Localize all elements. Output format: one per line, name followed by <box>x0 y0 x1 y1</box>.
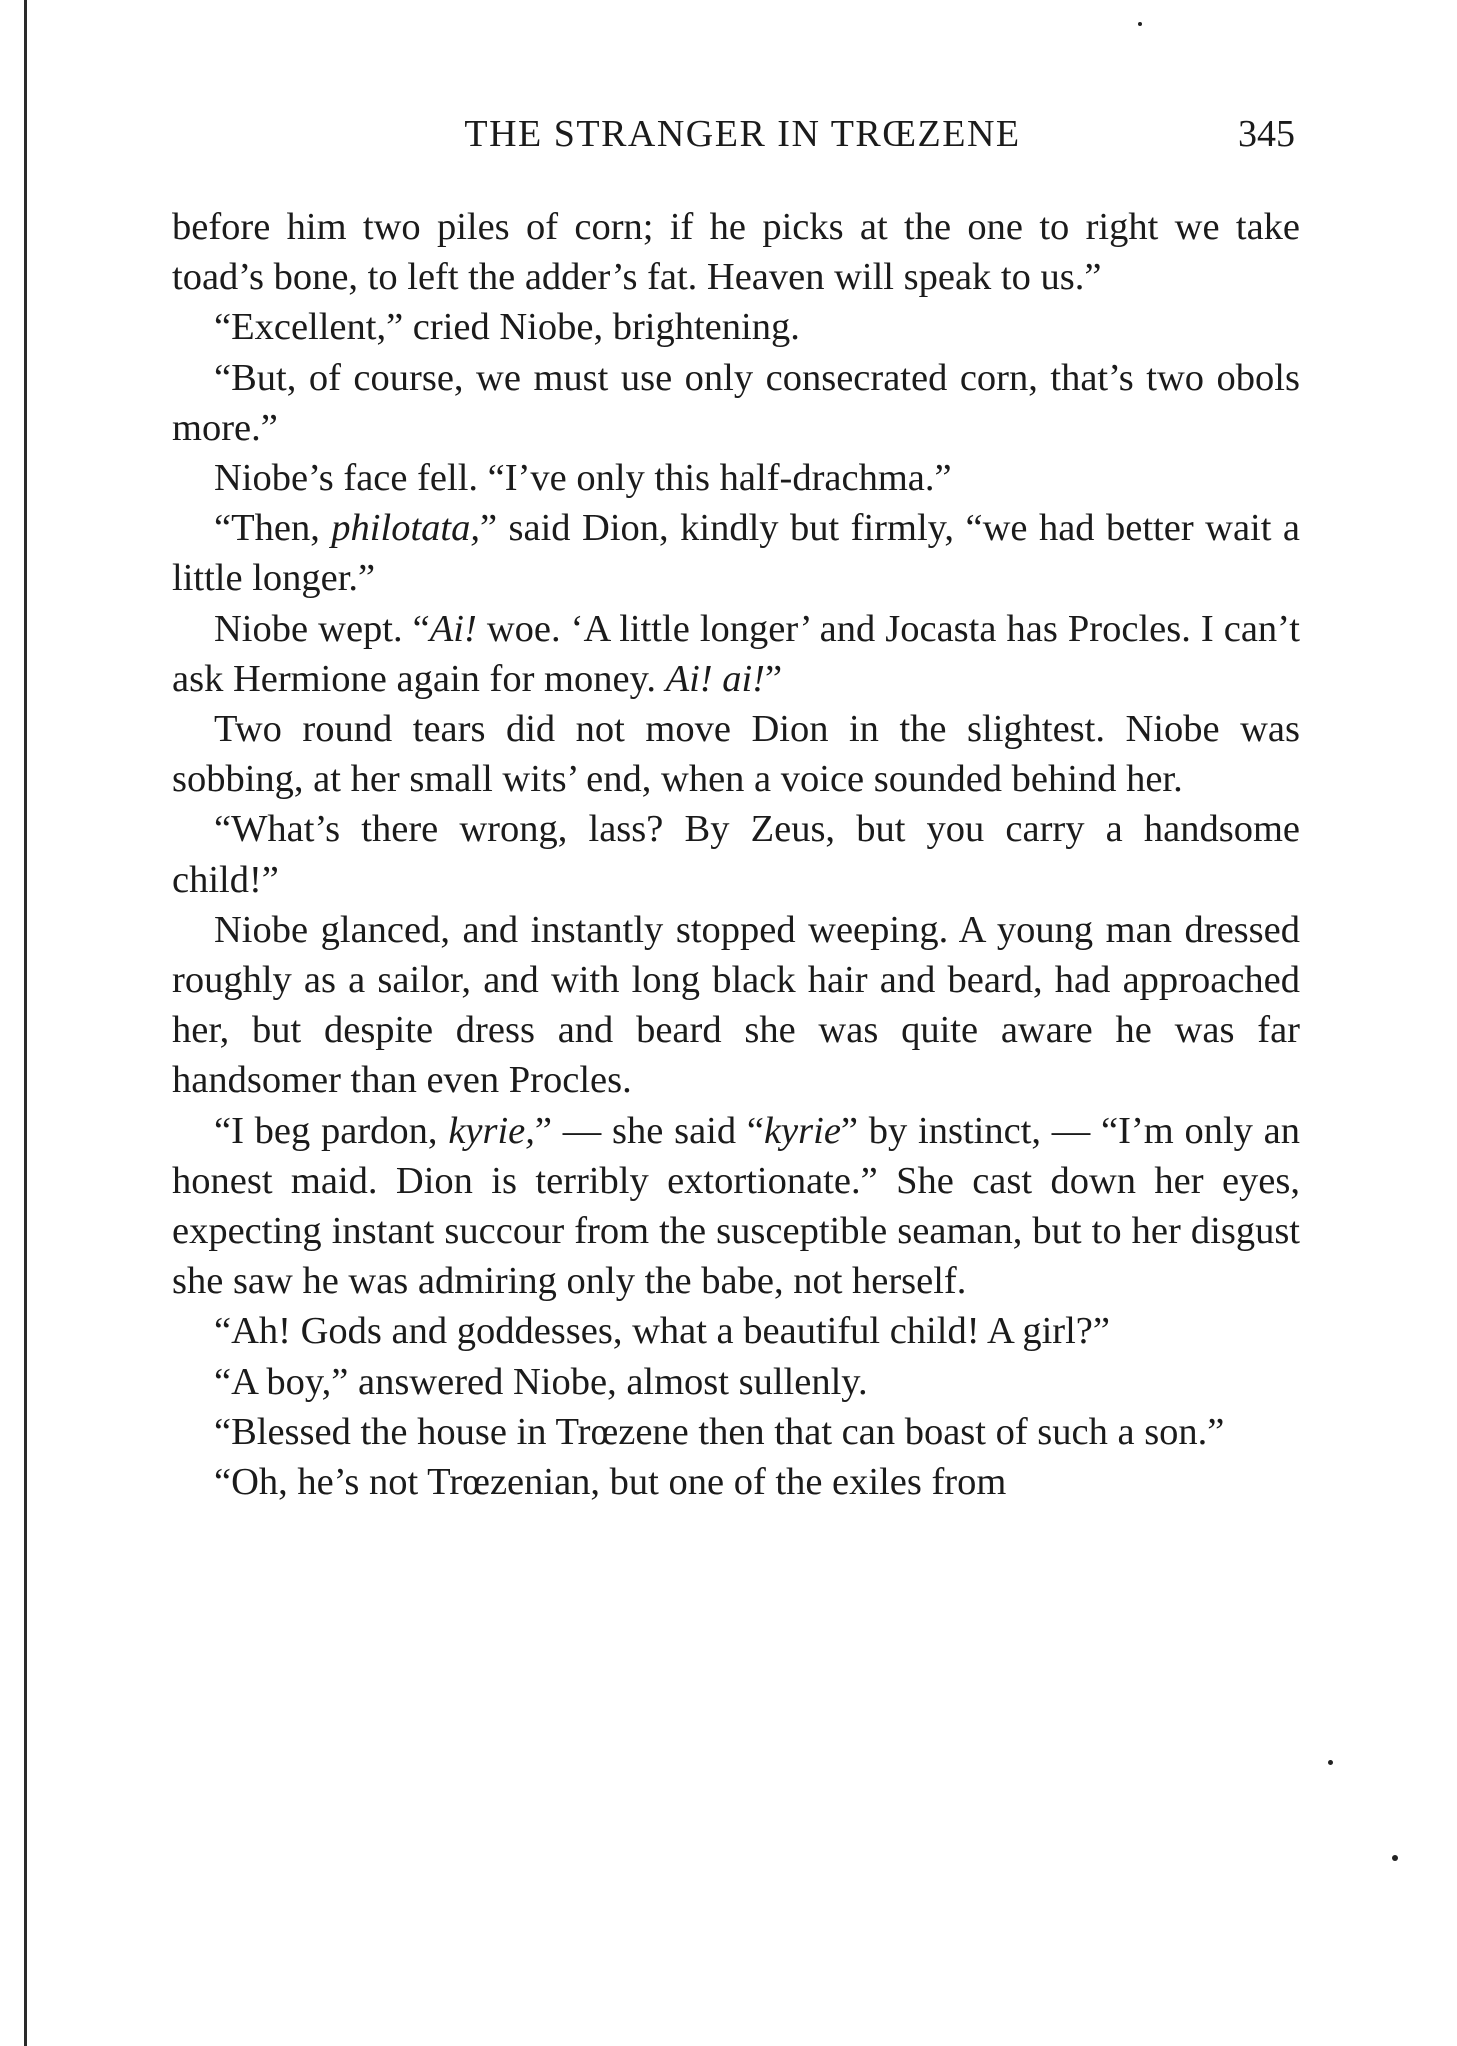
paragraph <box>172 704 1300 804</box>
text-run: ” — she said “ <box>534 1109 764 1152</box>
text-run: “I beg pardon, <box>214 1109 449 1152</box>
text-run: Niobe wept. “ <box>214 607 430 650</box>
paragraph <box>172 1357 1300 1407</box>
text-run: ” <box>765 657 783 700</box>
text-run: “A boy,” answered Niobe, almost sullenly. <box>214 1360 868 1403</box>
italic-text: Ai! ai! <box>665 657 766 700</box>
paragraph <box>172 804 1300 904</box>
paragraph <box>172 604 1300 704</box>
paragraph <box>172 1407 1300 1457</box>
text-run: “Excellent,” cried Niobe, brightening. <box>214 306 800 349</box>
ink-speck <box>1328 1760 1333 1765</box>
text-run: woe. ‘A little longer’ and Jocasta has Procles. I can’t ask Hermione again for money. <box>172 607 1301 700</box>
text-run: Niobe’s face fell. “I’ve only this half-drachma.” <box>214 457 952 500</box>
page-number: 345 <box>1238 113 1295 155</box>
binding-edge-line <box>24 0 27 2046</box>
text-run: “Oh, he’s not Trœzenian, but one of the exiles from <box>214 1461 1007 1504</box>
paragraph <box>172 905 1300 1106</box>
paragraph <box>172 1457 1300 1507</box>
text-run: “What’s there wrong, lass? By Zeus, but you carry a handsome child!” <box>172 808 1300 901</box>
text-run: “Ah! Gods and goddesses, what a beautiful child! A girl?” <box>214 1310 1110 1353</box>
italic-text: kyrie <box>763 1109 841 1152</box>
italic-text: kyrie, <box>448 1109 535 1152</box>
paragraph <box>172 353 1300 453</box>
paragraph <box>172 1306 1300 1356</box>
italic-text: philotata, <box>331 507 480 550</box>
paragraph <box>172 453 1300 503</box>
text-run: “Then, <box>214 507 332 550</box>
paragraph <box>172 503 1300 603</box>
paragraph <box>172 1106 1300 1307</box>
text-run: “But, of course, we must use only consecrated corn, that’s two obols more.” <box>172 356 1300 449</box>
page-header <box>170 112 1295 162</box>
body-text <box>172 202 1300 1507</box>
ink-speck <box>1138 22 1142 26</box>
ink-speck <box>1392 1855 1398 1861</box>
text-run: before him two piles of corn; if he picks at the one to right we take toad’s bone, to left the adder’s fat. Heaven will speak to us.” <box>172 206 1300 299</box>
running-title: THE STRANGER IN TRŒZENE <box>464 113 1021 155</box>
paragraph <box>172 302 1300 352</box>
italic-text: Ai! <box>429 607 477 650</box>
paragraph <box>172 202 1300 302</box>
text-run: “Blessed the house in Trœzene then that can boast of such a son.” <box>214 1410 1225 1453</box>
text-run: ” by instinct, — “I’m only an honest maid. Dion is terribly extortionate.” She cast down her eyes, expecting instant succour from the susceptible seaman, but to her disgust she saw he was admiring only the babe, not herself. <box>172 1109 1301 1303</box>
text-run: ” said Dion, kindly but firmly, “we had better wait a little longer.” <box>172 507 1300 600</box>
text-run: Two round tears did not move Dion in the slightest. Niobe was sobbing, at her small wits’ end, when a voice sounded behind her. <box>172 708 1300 801</box>
text-run: Niobe glanced, and instantly stopped weeping. A young man dressed roughly as a sailor, and with long black hair and beard, had approached her, but despite dress and beard she was quite aware he was far handsomer than even Procles. <box>172 908 1300 1102</box>
